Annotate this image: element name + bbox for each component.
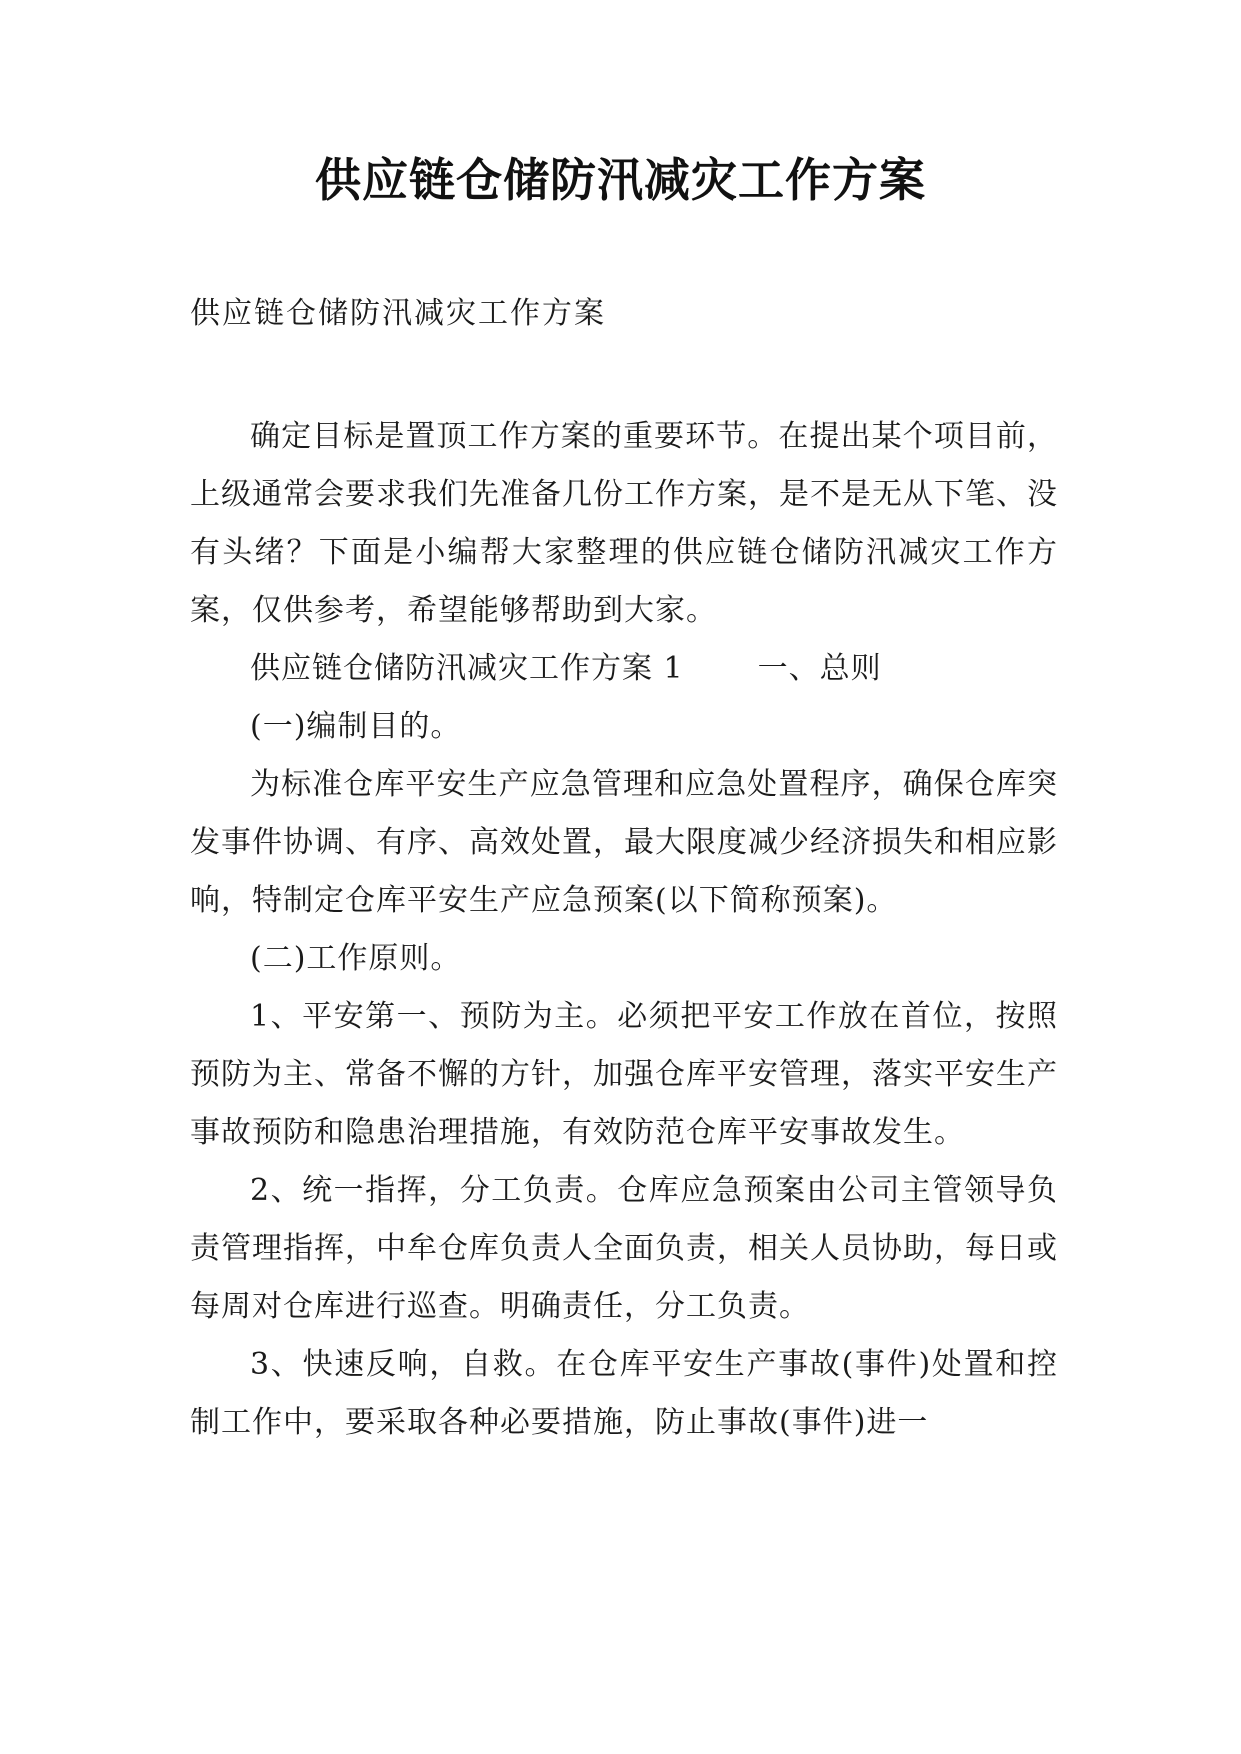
plan-number-label: 供应链仓储防汛减灾工作方案 1 [250,651,684,686]
principle-1-paragraph: 1、平安第一、预防为主。必须把平安工作放在首位，按照预防为主、常备不懈的方针，加强仓库平安管理，落实平安生产事故预防和隐患治理措施，有效防范仓库平安事故发生。 [190,999,1058,1150]
intro-paragraph: 确定目标是置顶工作方案的重要环节。在提出某个项目前，上级通常会要求我们先准备几份工作方案，是不是无从下笔、没有头绪？下面是小编帮大家整理的供应链仓储防汛减灾工作方案，仅供参考，希望能够帮助到大家。 [190,419,1058,628]
section-heading-line [190,640,1058,698]
subheading-principles: (二)工作原则。 [250,941,462,976]
purpose-paragraph: 为标准仓库平安生产应急管理和应急处置程序，确保仓库突发事件协调、有序、高效处置，最大限度减少经济损失和相应影响，特制定仓库平安生产应急预案(以下简称预案)。 [190,767,1058,918]
principle-3-paragraph: 3、快速反响，自救。在仓库平安生产事故(事件)处置和控制工作中，要采取各种必要措施，防止事故(事件)进一 [190,1347,1058,1440]
subheading-purpose: (一)编制目的。 [250,709,462,744]
document-title: 供应链仓储防汛减灾工作方案 [315,153,926,207]
general-heading: 一、总则 [757,651,882,686]
document-subtitle: 供应链仓储防汛减灾工作方案 [190,296,606,331]
document-body [190,408,1058,1452]
principle-2-paragraph: 2、统一指挥，分工负责。仓库应急预案由公司主管领导负责管理指挥，中牟仓库负责人全面负责，相关人员协助，每日或每周对仓库进行巡查。明确责任，分工负责。 [190,1173,1058,1324]
